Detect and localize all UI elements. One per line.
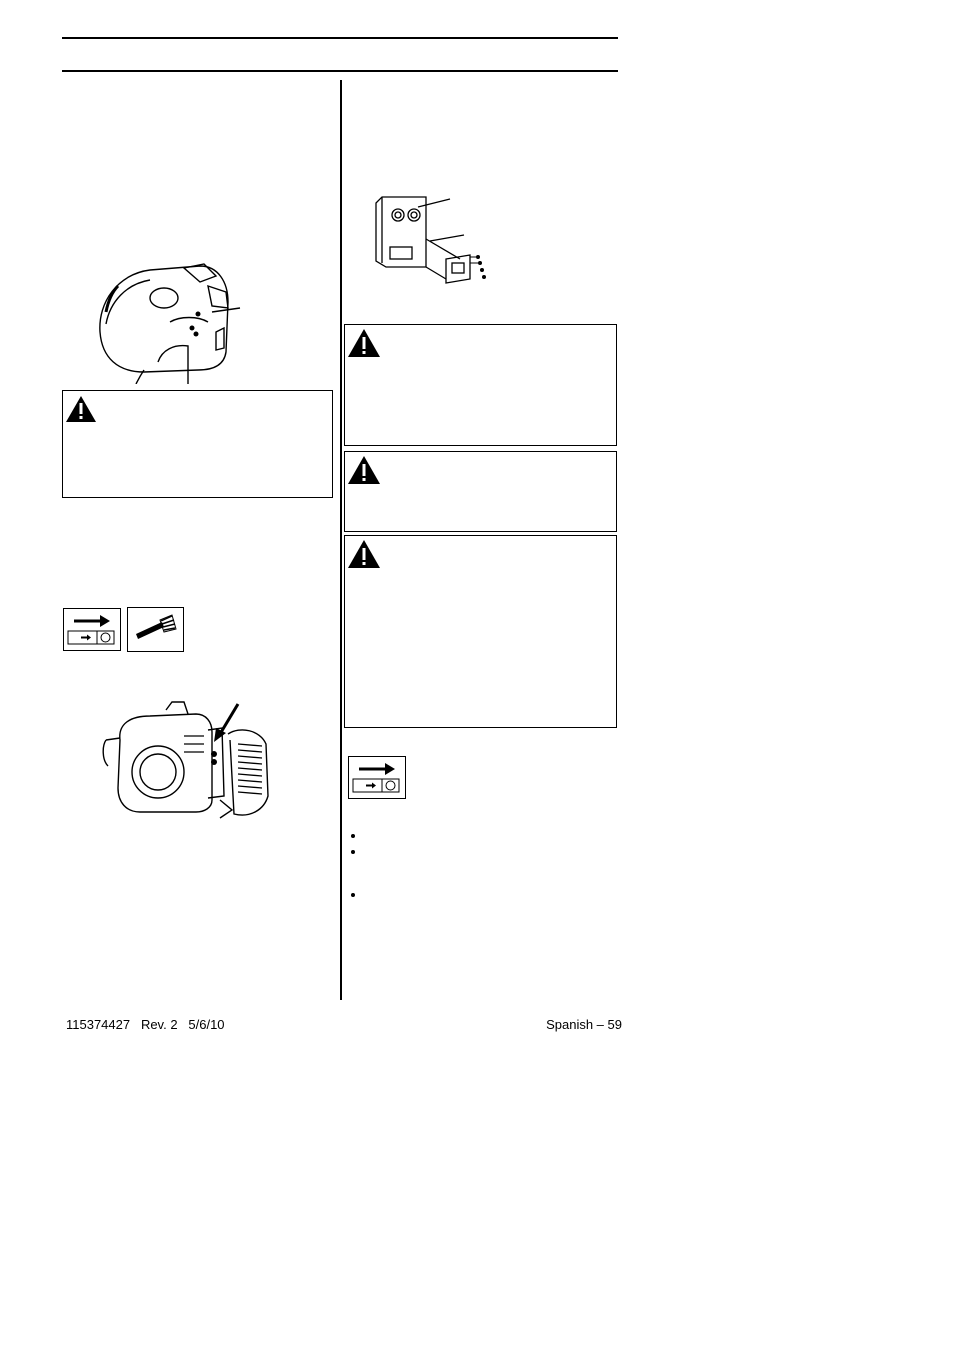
warning-box-1 (62, 390, 333, 498)
warning-triangle-icon (347, 455, 381, 485)
column-divider (340, 80, 342, 1000)
list-bullet (351, 850, 355, 854)
stop-engine-icon (348, 756, 406, 799)
warning-triangle-icon (65, 395, 97, 423)
air-filter-illustration (370, 193, 500, 289)
footer-page-label: Spanish – 59 (546, 1017, 622, 1032)
brush-icon (127, 607, 184, 652)
list-bullet (351, 893, 355, 897)
engine-side-illustration (100, 700, 272, 824)
header-rule-top (62, 37, 618, 39)
engine-top-illustration (88, 262, 248, 384)
warning-box-3 (344, 451, 617, 532)
stop-engine-icon (63, 608, 121, 651)
list-bullet (351, 834, 355, 838)
warning-triangle-icon (347, 539, 381, 569)
header-rule-bottom (62, 70, 618, 72)
warning-box-4 (344, 535, 617, 728)
footer-doc-id: 115374427 Rev. 2 5/6/10 (66, 1017, 225, 1032)
warning-triangle-icon (347, 328, 381, 358)
warning-box-2 (344, 324, 617, 446)
